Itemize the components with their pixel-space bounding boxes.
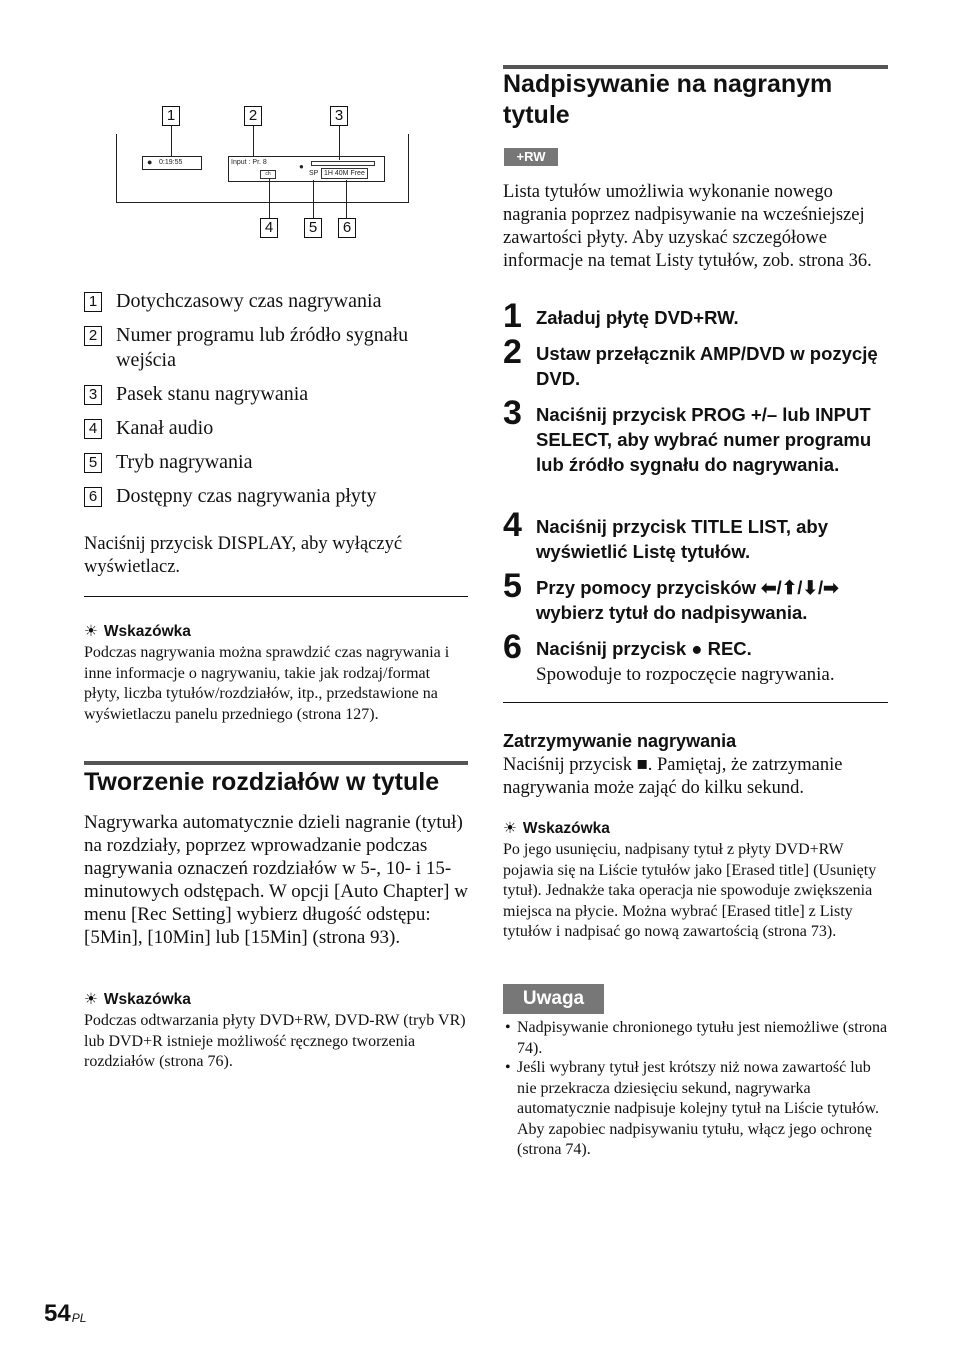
page-number-suffix: PL	[71, 1311, 87, 1325]
step-6	[503, 628, 893, 687]
note-item-1	[503, 1018, 893, 1059]
step-text: Naciśnij przycisk PROG +/– lub INPUT SELECT, aby wybrać numer programu lub źródło sygnału do nagrywania.	[536, 404, 872, 475]
step-text: Załaduj płytę DVD+RW.	[536, 307, 739, 328]
stop-recording-text: Naciśnij przycisk ■. Pamiętaj, że zatrzymanie nagrywania może zająć do kilku sekund.	[503, 755, 843, 798]
note-item-2	[503, 1058, 893, 1161]
disc-icon: ●	[299, 162, 304, 171]
callout-2: 2	[244, 106, 262, 126]
step-text: Naciśnij przycisk ● REC.	[536, 638, 752, 659]
hint-text: Podczas nagrywania można sprawdzić czas nagrywania i inne informacje o nagrywaniu, takie jak rodzaj/format płyty, liczba tytułów/rozdziałów, itp., przedstawione na wyświetlaczu panelu przedniego (strona 127).	[84, 644, 450, 723]
section-rule	[84, 761, 468, 765]
leader-line-5	[313, 180, 314, 218]
step-2	[503, 333, 893, 391]
legend-number: 1	[84, 292, 102, 312]
record-mode: SP	[309, 170, 319, 177]
hint-heading	[84, 623, 191, 641]
step-5	[503, 567, 893, 625]
section-title-chapters: Tworzenie rozdziałów w tytule	[84, 768, 440, 796]
legend-number: 3	[84, 385, 102, 405]
legend-text: Pasek stanu nagrywania	[116, 383, 309, 405]
step-number: 6	[503, 628, 522, 666]
audio-channel-icon: ch	[260, 170, 276, 179]
hint-label: Wskazówka	[103, 623, 191, 640]
note-badge: Uwaga	[503, 984, 604, 1014]
note-text: Nadpisywanie chronionego tytułu jest niemożliwe (strona 74).	[517, 1019, 888, 1057]
disc-type-badge: +RW	[504, 148, 558, 166]
time-counter: 0:19:55	[159, 159, 183, 166]
record-dot-icon: ●	[147, 157, 153, 167]
step-text: Przy pomocy przycisków ⬅/⬆/⬇/➡ wybierz tytuł do nadpisywania.	[536, 577, 839, 623]
status-box	[228, 156, 385, 182]
legend-number: 5	[84, 453, 102, 473]
stop-recording-heading: Zatrzymywanie nagrywania	[503, 731, 737, 751]
lightbulb-icon: ☀	[503, 820, 517, 837]
legend-text: Tryb nagrywania	[116, 451, 253, 473]
hint-label: Wskazówka	[103, 991, 191, 1008]
legend-item-2	[84, 323, 464, 373]
legend-text: Dotychczasowy czas nagrywania	[116, 290, 382, 312]
legend-item-5	[84, 450, 464, 475]
legend-number: 6	[84, 487, 102, 507]
input-label: Input : Pr. 8	[231, 159, 267, 166]
step-text: Ustaw przełącznik AMP/DVD w pozycję DVD.	[536, 343, 878, 389]
legend-item-6	[84, 484, 464, 509]
divider	[84, 596, 468, 597]
step-text: Naciśnij przycisk TITLE LIST, aby wyświetlić Listę tytułów.	[536, 516, 828, 562]
section-title-overwrite: Nadpisywanie na nagranym tytule	[503, 70, 833, 129]
leader-line-4	[269, 178, 270, 218]
legend-item-1	[84, 289, 464, 314]
page-number-value: 54	[44, 1300, 71, 1327]
callout-5: 5	[304, 218, 322, 238]
free-time: 1H 40M Free	[321, 168, 368, 179]
step-4	[503, 506, 893, 564]
lightbulb-icon: ☀	[84, 991, 98, 1008]
step-number: 3	[503, 394, 522, 432]
step-subtext: Spowoduje to rozpoczęcie nagrywania.	[536, 664, 835, 685]
callout-1: 1	[162, 106, 180, 126]
step-number: 1	[503, 297, 522, 335]
divider	[503, 702, 888, 703]
step-number: 2	[503, 333, 522, 371]
display-note: Naciśnij przycisk DISPLAY, aby wyłączyć wyświetlacz.	[84, 534, 403, 577]
legend-text: Dostępny czas nagrywania płyty	[116, 485, 377, 507]
legend-number: 4	[84, 419, 102, 439]
time-counter-box	[142, 156, 202, 170]
page-number	[44, 1300, 86, 1328]
record-status-bar	[311, 161, 375, 166]
chapters-body: Nagrywarka automatycznie dzieli nagranie (tytuł) na rozdziały, poprzez wprowadzanie podczas nagrywania oznaczeń rozdziałów w 5-, 10- i 15-minutowych odstępach. W opcji [Auto Chapter] w menu [Rec Setting] wybierz długość odstępu: [5Min], [10Min] lub [15Min] (strona 93).	[84, 812, 468, 948]
hint-text: Podczas odtwarzania płyty DVD+RW, DVD-RW (tryb VR) lub DVD+R istnieje możliwość ręcznego tworzenia rozdziałów (strona 76).	[84, 1012, 466, 1070]
hint-text: Po jego usunięciu, nadpisany tytuł z płyty DVD+RW pojawia się na Liście tytułów jako [Erased title] (Usunięty tytuł). Jednakże taka operacja nie spowoduje zwiększenia miejsca na płycie. Można wybrać [Erased title] z Listy tytułów i nadpisać go nową zawartością (strona 73).	[503, 841, 877, 940]
step-1	[503, 297, 893, 335]
hint-heading	[84, 991, 191, 1009]
legend-number: 2	[84, 326, 102, 346]
step-3	[503, 394, 893, 477]
step-number: 5	[503, 567, 522, 605]
hint-heading	[503, 820, 610, 838]
legend-text: Kanał audio	[116, 417, 214, 439]
step-number: 4	[503, 506, 522, 544]
legend-text: Numer programu lub źródło sygnału wejścia	[116, 324, 409, 371]
bullet-icon: •	[505, 1059, 511, 1076]
legend-item-3	[84, 382, 464, 407]
callout-3: 3	[330, 106, 348, 126]
lightbulb-icon: ☀	[84, 623, 98, 640]
note-text: Jeśli wybrany tytuł jest krótszy niż nowa zawartość lub nie przekracza dziesięciu sekund, nagrywarka automatycznie nadpisuje kolejny tytuł na Liście tytułów. Aby zapobiec nadpisywaniu tytułu, włącz jego ochronę (strona 74).	[517, 1059, 879, 1158]
callout-4: 4	[260, 218, 278, 238]
overwrite-intro: Lista tytułów umożliwia wykonanie nowego nagrania poprzez nadpisywanie na wcześniejszej zawartości płyty. Aby uzyskać szczegółowe informacje na temat Listy tytułów, zob. strona 36.	[503, 182, 872, 271]
bullet-icon: •	[505, 1019, 511, 1036]
leader-line-6	[346, 180, 347, 218]
legend-item-4	[84, 416, 464, 441]
callout-6: 6	[338, 218, 356, 238]
hint-label: Wskazówka	[522, 820, 610, 837]
